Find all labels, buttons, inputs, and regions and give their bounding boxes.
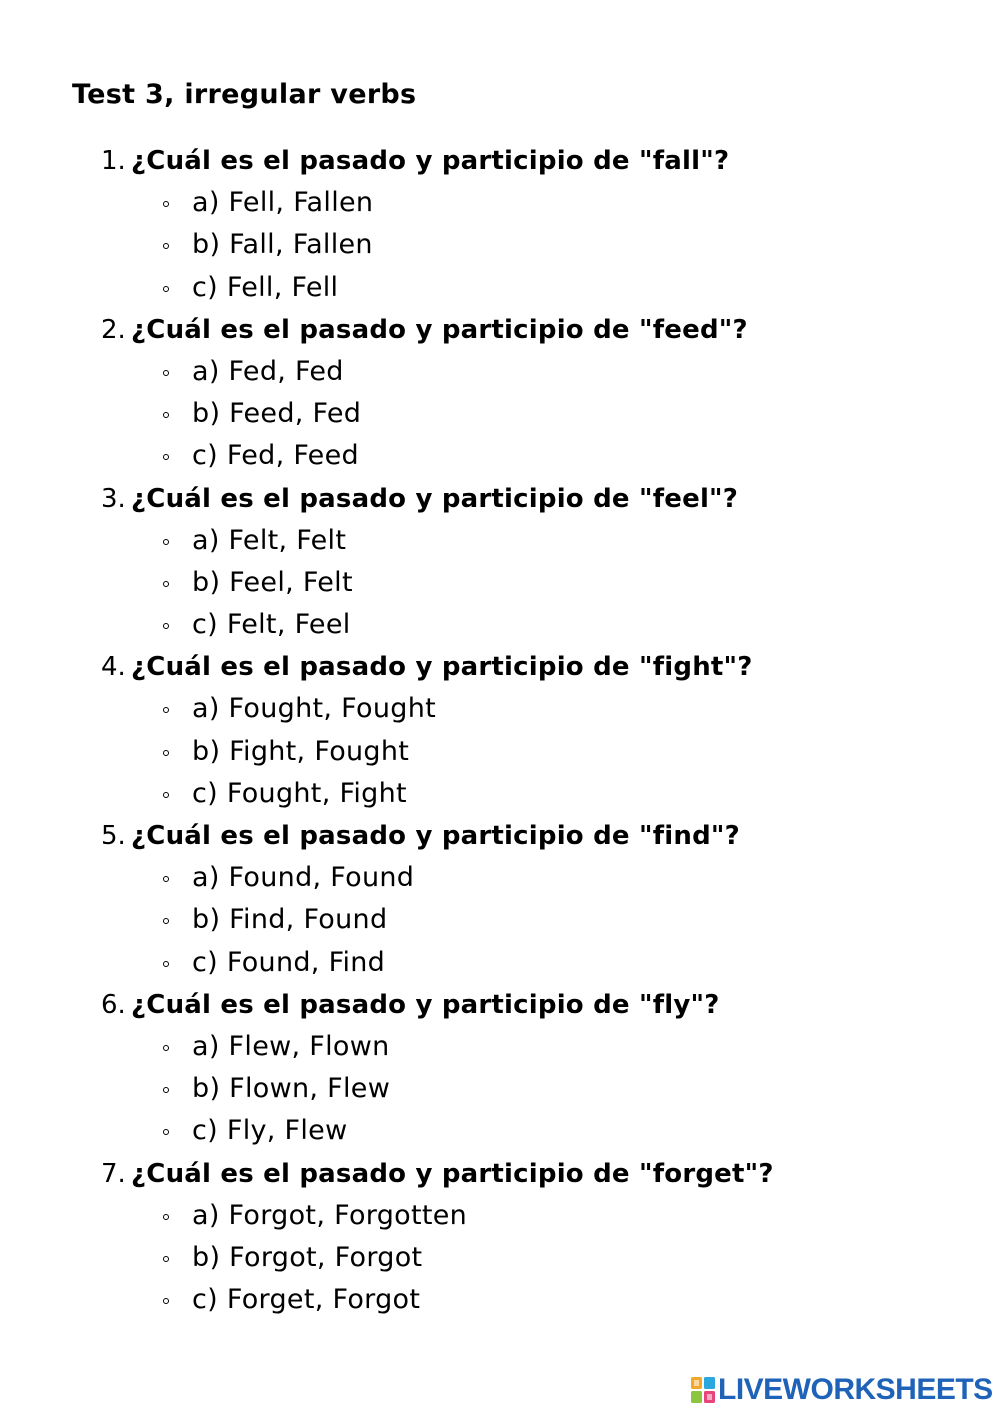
answer-option-b[interactable]	[0, 731, 1000, 773]
option-text: a) Fought, Fought	[192, 693, 436, 725]
answer-option-c[interactable]	[0, 267, 1000, 309]
question-1	[0, 140, 1000, 309]
option-text: b) Flown, Flew	[192, 1073, 391, 1105]
answer-option-b[interactable]	[0, 1237, 1000, 1279]
question-prompt	[0, 815, 1000, 857]
option-text: a) Felt, Felt	[192, 524, 347, 556]
option-text: c) Fed, Feed	[192, 440, 359, 472]
liveworksheets-logo-icon	[690, 1375, 716, 1405]
bullet-circle-icon	[163, 1214, 169, 1220]
bullet-circle-icon	[163, 201, 169, 207]
question-text: ¿Cuál es el pasado y participio de "fly"?	[131, 989, 720, 1020]
answer-option-c[interactable]	[0, 604, 1000, 646]
question-text: ¿Cuál es el pasado y participio de "find"?	[131, 821, 740, 851]
question-prompt	[0, 984, 1000, 1026]
question-number: 7.	[101, 1158, 126, 1189]
bullet-circle-icon	[163, 961, 169, 967]
question-text: ¿Cuál es el pasado y participio de "fight"?	[131, 652, 753, 683]
bullet-circle-icon	[163, 454, 169, 460]
question-2	[0, 309, 1000, 478]
question-number: 1.	[101, 146, 126, 176]
question-prompt	[0, 309, 1000, 351]
bullet-circle-icon	[163, 1256, 169, 1262]
answer-option-a[interactable]	[0, 520, 1000, 562]
bullet-circle-icon	[163, 876, 169, 882]
bullet-circle-icon	[163, 370, 169, 376]
question-7	[0, 1153, 1000, 1322]
question-6	[0, 984, 1000, 1153]
question-number: 2.	[101, 314, 126, 345]
option-text: c) Forget, Forgot	[192, 1284, 421, 1316]
page-title: Test 3, irregular verbs	[72, 79, 417, 110]
bullet-circle-icon	[163, 539, 169, 545]
bullet-circle-icon	[163, 581, 169, 587]
bullet-circle-icon	[163, 918, 169, 924]
question-text: ¿Cuál es el pasado y participio de "feel"?	[131, 483, 739, 514]
answer-option-b[interactable]	[0, 562, 1000, 604]
question-number: 4.	[101, 652, 126, 683]
option-text: c) Fell, Fell	[192, 271, 339, 303]
liveworksheets-logo	[690, 1372, 993, 1408]
answer-option-a[interactable]	[0, 688, 1000, 730]
bullet-circle-icon	[163, 707, 169, 713]
option-text: b) Fight, Fought	[192, 735, 410, 767]
answer-option-a[interactable]	[0, 1195, 1000, 1237]
answer-option-c[interactable]	[0, 773, 1000, 815]
answer-option-c[interactable]	[0, 1279, 1000, 1321]
option-text: b) Find, Found	[192, 904, 388, 936]
question-prompt	[0, 140, 1000, 182]
option-text: a) Fed, Fed	[192, 355, 344, 387]
option-text: a) Found, Found	[192, 862, 415, 894]
question-prompt	[0, 646, 1000, 688]
question-5	[0, 815, 1000, 984]
bullet-circle-icon	[163, 1045, 169, 1051]
answer-option-c[interactable]	[0, 435, 1000, 477]
answer-option-a[interactable]	[0, 182, 1000, 224]
bullet-circle-icon	[163, 243, 169, 249]
question-prompt	[0, 478, 1000, 520]
question-number: 3.	[101, 483, 126, 514]
option-text: c) Fought, Fight	[192, 777, 407, 809]
bullet-circle-icon	[163, 1129, 169, 1135]
question-number: 6.	[101, 989, 126, 1020]
answer-option-a[interactable]	[0, 351, 1000, 393]
option-text: b) Feel, Felt	[192, 566, 353, 598]
option-text: c) Fly, Flew	[192, 1115, 348, 1147]
answer-option-b[interactable]	[0, 224, 1000, 266]
answer-option-c[interactable]	[0, 1110, 1000, 1152]
option-text: a) Flew, Flown	[192, 1030, 390, 1062]
option-text: b) Fall, Fallen	[192, 229, 373, 261]
option-text: b) Forgot, Forgot	[192, 1241, 423, 1273]
bullet-circle-icon	[163, 792, 169, 798]
option-text: c) Found, Find	[192, 946, 386, 978]
answer-option-b[interactable]	[0, 393, 1000, 435]
question-text: ¿Cuál es el pasado y participio de "forget"?	[131, 1158, 774, 1189]
answer-option-b[interactable]	[0, 899, 1000, 941]
liveworksheets-logo-text: LIVEWORKSHEETS	[718, 1373, 993, 1406]
bullet-circle-icon	[163, 286, 169, 292]
answer-option-b[interactable]	[0, 1068, 1000, 1110]
question-number: 5.	[101, 821, 126, 851]
question-text: ¿Cuál es el pasado y participio de "feed"?	[131, 314, 748, 345]
question-3	[0, 478, 1000, 647]
bullet-circle-icon	[163, 412, 169, 418]
bullet-circle-icon	[163, 1298, 169, 1304]
answer-option-a[interactable]	[0, 857, 1000, 899]
answer-option-a[interactable]	[0, 1026, 1000, 1068]
bullet-circle-icon	[163, 750, 169, 756]
answer-option-c[interactable]	[0, 942, 1000, 984]
option-text: c) Felt, Feel	[192, 609, 351, 641]
bullet-circle-icon	[163, 1087, 169, 1093]
option-text: b) Feed, Fed	[192, 398, 362, 430]
question-prompt	[0, 1153, 1000, 1195]
bullet-circle-icon	[163, 623, 169, 629]
question-text: ¿Cuál es el pasado y participio de "fall"?	[131, 146, 730, 176]
question-4	[0, 646, 1000, 815]
option-text: a) Fell, Fallen	[192, 187, 374, 219]
option-text: a) Forgot, Forgotten	[192, 1199, 468, 1231]
question-list	[0, 140, 1000, 1321]
